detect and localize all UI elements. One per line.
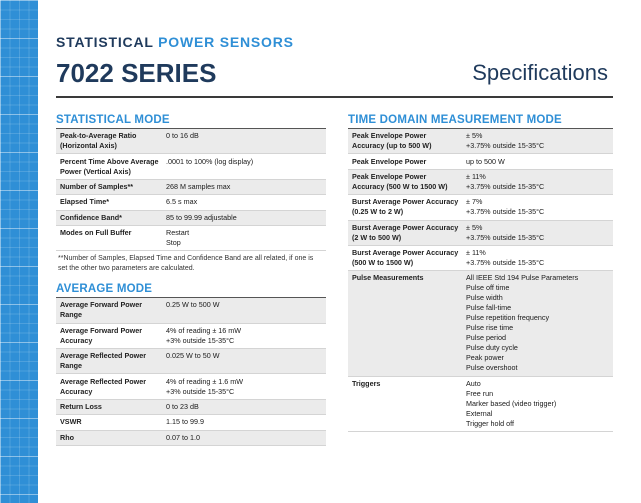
spec-value-line: Pulse repetition frequency <box>466 313 550 323</box>
spec-value-line: Pulse rise time <box>466 323 514 333</box>
spec-value-line: +3% outside 15-35°C <box>166 386 235 396</box>
spec-value <box>462 271 613 376</box>
spec-value <box>462 245 613 270</box>
spec-label: Burst Average Power Accuracy (500 W to 1500 W) <box>348 245 462 270</box>
series-title: 7022 SERIES <box>56 58 217 88</box>
spec-value <box>162 323 326 348</box>
spec-value-line: 0 to 16 dB <box>166 131 199 141</box>
spec-value <box>462 195 613 220</box>
spec-value-line: 0.07 to 1.0 <box>166 432 200 442</box>
spec-label: Return Loss <box>56 399 162 414</box>
spec-value <box>162 298 326 323</box>
spec-value-line: 6.5 s max <box>166 197 198 207</box>
spec-row <box>348 129 613 154</box>
spec-value <box>162 179 326 194</box>
spec-value <box>162 195 326 210</box>
spec-label: Average Forward Power Range <box>56 298 162 323</box>
spec-value <box>162 415 326 430</box>
spec-label: Rho <box>56 430 162 445</box>
spec-value-line: +3.75% outside 15-35°C <box>466 207 545 217</box>
subtitle-part-2: POWER SENSORS <box>158 34 294 50</box>
spec-value-line: +3.75% outside 15-35°C <box>466 232 545 242</box>
spec-value <box>162 399 326 414</box>
spec-label: Triggers <box>348 376 462 431</box>
spec-row <box>56 154 326 179</box>
spec-value <box>462 220 613 245</box>
spec-label: Elapsed Time* <box>56 195 162 210</box>
statistical-mode-table <box>56 129 326 251</box>
spec-row <box>56 195 326 210</box>
spec-row <box>56 129 326 154</box>
spec-row <box>348 220 613 245</box>
spec-value-line: Pulse period <box>466 333 506 343</box>
spec-value-line: 85 to 99.99 adjustable <box>166 212 237 222</box>
spec-value-line: Pulse overshoot <box>466 363 518 373</box>
left-column <box>56 114 326 446</box>
spec-value-line: 0.025 W to 50 W <box>166 351 220 361</box>
spec-value-line: Peak power <box>466 353 504 363</box>
spec-row <box>348 271 613 376</box>
spec-label: Burst Average Power Accuracy (2 W to 500 W) <box>348 220 462 245</box>
spec-value-line: +3.75% outside 15-35°C <box>466 258 545 268</box>
spec-row <box>56 179 326 194</box>
spec-label: VSWR <box>56 415 162 430</box>
spec-value-line: ± 7% <box>466 197 483 207</box>
spec-value-line: Stop <box>166 238 181 248</box>
spec-value-line: Pulse width <box>466 293 503 303</box>
spec-value-line: Pulse duty cycle <box>466 343 518 353</box>
spec-value-line: 4% of reading ± 16 mW <box>166 325 242 335</box>
spec-value-line: Free run <box>466 388 494 398</box>
spec-value-line: 268 M samples max <box>166 181 231 191</box>
spec-value-line: Pulse fall-time <box>466 303 512 313</box>
time-domain-title: TIME DOMAIN MEASUREMENT MODE <box>348 114 613 129</box>
spec-value-line: External <box>466 408 493 418</box>
spec-value <box>162 210 326 225</box>
spec-row <box>56 430 326 445</box>
spec-value-line: +3.75% outside 15-35°C <box>466 141 545 151</box>
spec-value-line: ± 5% <box>466 222 483 232</box>
spec-value-line: .0001 to 100% (log display) <box>166 156 254 166</box>
spec-label: Modes on Full Buffer <box>56 225 162 250</box>
spec-row <box>56 374 326 399</box>
spec-row <box>56 323 326 348</box>
spec-label: Peak Envelope Power Accuracy (500 W to 1500 W) <box>348 169 462 194</box>
spec-value <box>162 154 326 179</box>
spec-value <box>162 225 326 250</box>
spec-row <box>56 399 326 414</box>
spec-value <box>162 430 326 445</box>
spec-value-line: Pulse off time <box>466 283 510 293</box>
average-mode-title: AVERAGE MODE <box>56 283 326 298</box>
spec-value-line: Trigger hold off <box>466 418 514 428</box>
spec-label: Burst Average Power Accuracy (0.25 W to 2 W) <box>348 195 462 220</box>
spec-value-line: All IEEE Std 194 Pulse Parameters <box>466 273 579 283</box>
spec-label: Confidence Band* <box>56 210 162 225</box>
spec-row <box>56 210 326 225</box>
spec-label: Number of Samples** <box>56 179 162 194</box>
spec-value-line: 0 to 23 dB <box>166 401 199 411</box>
header-rule <box>56 96 613 98</box>
spec-value-line: 1.15 to 99.9 <box>166 417 204 427</box>
spec-label: Average Reflected Power Accuracy <box>56 374 162 399</box>
spec-label: Peak Envelope Power <box>348 154 462 169</box>
spec-row <box>348 169 613 194</box>
spec-value <box>162 374 326 399</box>
specifications-heading: Specifications <box>472 60 608 85</box>
spec-row <box>348 245 613 270</box>
spec-value <box>462 169 613 194</box>
spec-value-line: up to 500 W <box>466 156 505 166</box>
spec-row <box>56 225 326 250</box>
spec-value-line: ± 11% <box>466 171 486 181</box>
spec-value-line: Restart <box>166 228 190 238</box>
grid-sidebar <box>0 0 38 503</box>
spec-value-line: 0.25 W to 500 W <box>166 300 220 310</box>
spec-label: Average Reflected Power Range <box>56 349 162 374</box>
spec-label: Peak-to-Average Ratio (Horizontal Axis) <box>56 129 162 154</box>
right-column <box>348 114 613 432</box>
spec-value-line: +3.75% outside 15-35°C <box>466 181 545 191</box>
series-subtitle <box>56 34 294 50</box>
subtitle-part-1: STATISTICAL <box>56 34 159 50</box>
spec-row <box>56 415 326 430</box>
spec-row <box>348 154 613 169</box>
spec-label: Pulse Measurements <box>348 271 462 376</box>
average-mode-table <box>56 298 326 446</box>
spec-row <box>56 349 326 374</box>
spec-value <box>462 376 613 431</box>
spec-value <box>462 154 613 169</box>
time-domain-table <box>348 129 613 432</box>
statistical-footnote: **Number of Samples, Elapsed Time and Confidence Band are all related, if one is set the other two parameters are calculated. <box>58 255 314 273</box>
spec-row <box>348 195 613 220</box>
spec-value <box>462 129 613 154</box>
spec-value <box>162 129 326 154</box>
spec-label: Peak Envelope Power Accuracy (up to 500 W) <box>348 129 462 154</box>
statistical-mode-title: STATISTICAL MODE <box>56 114 326 129</box>
spec-value-line: Auto <box>466 378 481 388</box>
spec-row <box>56 298 326 323</box>
spec-value-line: ± 11% <box>466 248 486 258</box>
spec-value <box>162 349 326 374</box>
spec-value-line: ± 5% <box>466 131 483 141</box>
spec-row <box>348 376 613 431</box>
spec-label: Average Forward Power Accuracy <box>56 323 162 348</box>
spec-value-line: 4% of reading ± 1.6 mW <box>166 376 244 386</box>
spec-value-line: +3% outside 15-35°C <box>166 335 235 345</box>
spec-label: Percent Time Above Average Power (Vertical Axis) <box>56 154 162 179</box>
spec-value-line: Marker based (video trigger) <box>466 398 557 408</box>
